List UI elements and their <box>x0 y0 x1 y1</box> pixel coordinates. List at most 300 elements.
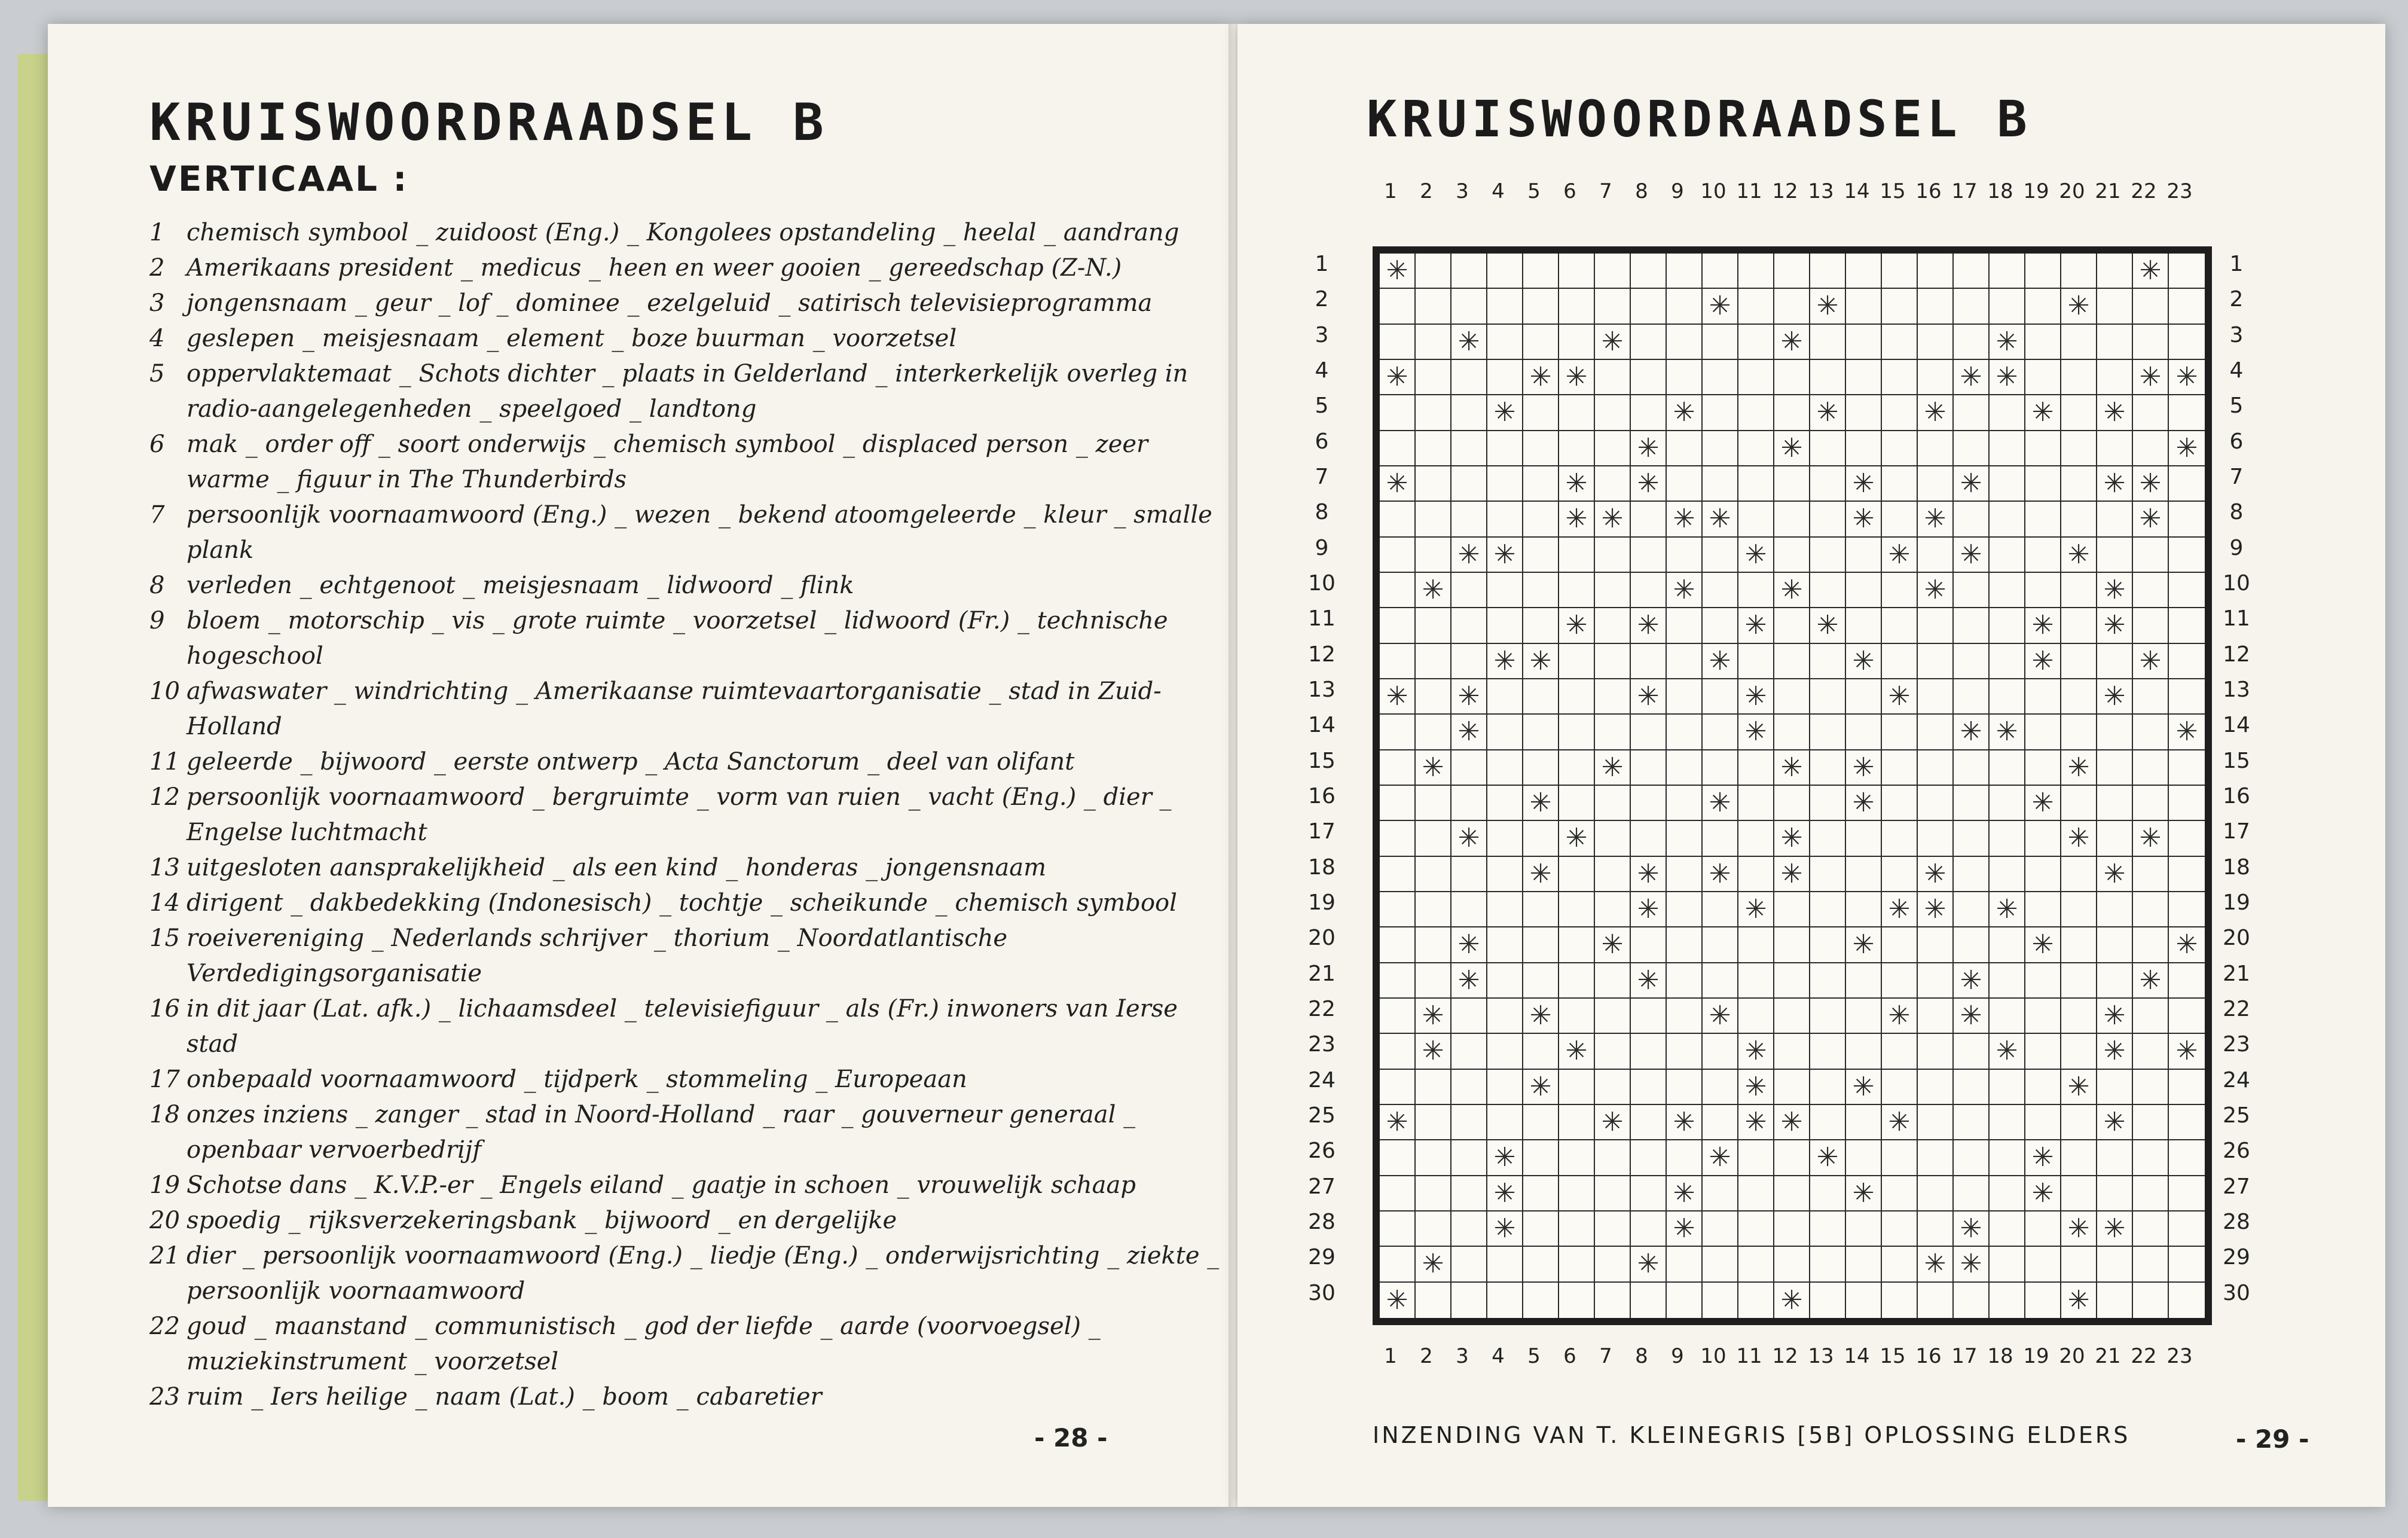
grid-cell <box>1846 821 1882 856</box>
section-heading: VERTICAAL : <box>149 158 409 199</box>
row-number: 4 <box>1315 358 1329 383</box>
grid-cell <box>1846 254 1882 289</box>
row-number: 2 <box>1315 287 1329 312</box>
row-number: 26 <box>1308 1139 1336 1164</box>
grid-cell <box>2097 1283 2133 1318</box>
black-cell <box>2061 1283 2097 1318</box>
column-number: 4 <box>1492 179 1505 203</box>
grid-cell <box>1380 927 1416 963</box>
clue-item <box>149 1203 1220 1238</box>
grid-cell <box>1846 892 1882 927</box>
black-cell <box>1774 573 1810 608</box>
grid-cell <box>1451 786 1487 821</box>
black-cell <box>1380 360 1416 395</box>
grid-cell <box>1703 254 1738 289</box>
grid-cell <box>1380 963 1416 999</box>
grid-cell <box>1667 254 1703 289</box>
black-cell <box>1954 999 1990 1034</box>
grid-cell <box>1451 573 1487 608</box>
grid-cell <box>1738 1140 1774 1176</box>
clue-number: 9 <box>149 607 165 634</box>
clue-text: roeivereniging _ Nederlands schrijver _ thorium _ Noordatlantische Verdedigingsorganisatie <box>187 924 1008 987</box>
column-number: 12 <box>1772 179 1798 203</box>
clue-text: dier _ persoonlijk voornaamwoord (Eng.) _ liedje (Eng.) _ onderwijsrichting _ ziekte _ persoonlijk voornaamwoord <box>187 1242 1220 1305</box>
grid-cell <box>1954 1140 1990 1176</box>
black-cell <box>1487 395 1523 431</box>
clue-number: 12 <box>149 783 180 811</box>
black-cell <box>1559 466 1595 502</box>
grid-cell <box>1703 927 1738 963</box>
grid-cell <box>1667 1283 1703 1318</box>
grid-cell <box>1523 1212 1559 1247</box>
black-cell <box>2025 786 2061 821</box>
grid-cell <box>1703 573 1738 608</box>
black-cell <box>1451 821 1487 856</box>
grid-cell <box>1631 927 1667 963</box>
black-cell <box>1523 1070 1559 1105</box>
grid-cell <box>1523 325 1559 360</box>
black-cell <box>1918 1247 1954 1282</box>
grid-cell <box>2061 1247 2097 1282</box>
grid-cell <box>1774 538 1810 573</box>
clue-item <box>149 356 1220 427</box>
grid-cell <box>1416 431 1451 466</box>
grid-cell <box>1380 573 1416 608</box>
row-number: 8 <box>2229 500 2244 525</box>
grid-cell <box>2169 254 2205 289</box>
grid-cell <box>1846 325 1882 360</box>
grid-cell <box>1559 892 1595 927</box>
grid-cell <box>1523 1283 1559 1318</box>
column-number: 15 <box>1880 1344 1906 1368</box>
grid-cell <box>1559 254 1595 289</box>
grid-cell <box>1487 715 1523 750</box>
black-cell <box>1416 750 1451 786</box>
grid-cell <box>1667 644 1703 679</box>
row-number: 20 <box>1308 926 1336 951</box>
grid-cell <box>1918 289 1954 324</box>
grid-cell <box>2097 431 2133 466</box>
grid-cell <box>1918 1105 1954 1140</box>
grid-cell <box>1523 1176 1559 1212</box>
row-numbers-right <box>2216 246 2257 1311</box>
grid-cell <box>2061 254 2097 289</box>
clue-number: 13 <box>149 854 180 881</box>
grid-cell <box>2133 679 2169 715</box>
grid-cell <box>1523 1140 1559 1176</box>
grid-cell <box>2025 1212 2061 1247</box>
black-cell <box>1954 466 1990 502</box>
black-cell <box>1667 1212 1703 1247</box>
grid-cell <box>1774 1247 1810 1282</box>
grid-cell <box>1487 573 1523 608</box>
row-number: 29 <box>1308 1245 1336 1270</box>
clue-text: spoedig _ rijksverzekeringsbank _ bijwoord _ en dergelijke <box>187 1207 897 1234</box>
grid-cell <box>2133 608 2169 643</box>
row-number: 17 <box>2223 819 2250 844</box>
row-number: 1 <box>2229 252 2244 277</box>
grid-cell <box>2097 927 2133 963</box>
clue-text: persoonlijk voornaamwoord _ bergruimte _ vorm van ruien _ vacht (Eng.) _ dier _ Engelse luchtmacht <box>187 783 1172 846</box>
column-number: 18 <box>1987 179 2013 203</box>
grid-cell <box>1559 999 1595 1034</box>
clue-text: chemisch symbool _ zuidoost (Eng.) _ Kongolees opstandeling _ heelal _ aandrang <box>187 219 1179 246</box>
clue-number: 2 <box>149 254 165 282</box>
grid-cell <box>1738 395 1774 431</box>
column-number: 4 <box>1492 1344 1505 1368</box>
grid-cell <box>1559 715 1595 750</box>
clue-item <box>149 321 1220 356</box>
grid-cell <box>2097 1140 2133 1176</box>
grid-cell <box>1667 538 1703 573</box>
grid-cell <box>2169 395 2205 431</box>
black-cell <box>1882 892 1918 927</box>
grid-cell <box>1990 679 2025 715</box>
grid-cell <box>2169 786 2205 821</box>
row-number: 15 <box>2223 748 2250 773</box>
black-cell <box>1595 1105 1631 1140</box>
black-cell <box>1595 502 1631 537</box>
grid-cell <box>2169 821 2205 856</box>
column-number: 21 <box>2095 179 2121 203</box>
grid-cell <box>1918 254 1954 289</box>
row-number: 14 <box>1308 713 1336 738</box>
grid-cell <box>1882 395 1918 431</box>
black-cell <box>1703 786 1738 821</box>
black-cell <box>1738 1105 1774 1140</box>
grid-cell <box>1918 1176 1954 1212</box>
left-page <box>48 24 1231 1507</box>
black-cell <box>1523 644 1559 679</box>
row-number: 20 <box>2223 926 2250 951</box>
grid-cell <box>1416 466 1451 502</box>
column-number: 5 <box>1527 179 1541 203</box>
grid-cell <box>1559 1247 1595 1282</box>
clue-item <box>149 286 1220 321</box>
black-cell <box>2169 431 2205 466</box>
column-number: 5 <box>1527 1344 1541 1368</box>
grid-cell <box>1631 1070 1667 1105</box>
clue-item <box>149 1168 1220 1203</box>
grid-cell <box>1416 821 1451 856</box>
black-cell <box>1487 1212 1523 1247</box>
grid-cell <box>2169 325 2205 360</box>
grid-cell <box>2061 431 2097 466</box>
grid-cell <box>1416 608 1451 643</box>
column-number: 9 <box>1671 179 1684 203</box>
grid-cell <box>2061 1105 2097 1140</box>
black-cell <box>1918 573 1954 608</box>
grid-cell <box>1416 892 1451 927</box>
grid-cell <box>1810 1070 1846 1105</box>
black-cell <box>1990 892 2025 927</box>
grid-cell <box>1416 360 1451 395</box>
clue-item <box>149 215 1220 251</box>
grid-cell <box>1703 608 1738 643</box>
grid-cell <box>1954 502 1990 537</box>
grid-cell <box>2133 750 2169 786</box>
grid-cell <box>2061 466 2097 502</box>
grid-cell <box>1846 1283 1882 1318</box>
black-cell <box>1451 538 1487 573</box>
grid-cell <box>2025 466 2061 502</box>
black-cell <box>1487 1176 1523 1212</box>
grid-cell <box>1918 466 1954 502</box>
grid-cell <box>1810 786 1846 821</box>
grid-cell <box>1846 608 1882 643</box>
row-number: 3 <box>1315 322 1329 347</box>
grid-cell <box>1738 1176 1774 1212</box>
grid-cell <box>2061 360 2097 395</box>
grid-cell <box>2025 538 2061 573</box>
grid-cell <box>1954 892 1990 927</box>
clue-item <box>149 1097 1220 1168</box>
column-number: 16 <box>1915 1344 1942 1368</box>
grid-cell <box>1918 1034 1954 1069</box>
clue-text: goud _ maanstand _ communistisch _ god der liefde _ aarde (voorvoegsel) _ muziekinstrument _ voorzetsel <box>187 1313 1101 1375</box>
grid-cell <box>2025 431 2061 466</box>
grid-cell <box>1774 999 1810 1034</box>
column-number: 6 <box>1563 1344 1576 1368</box>
grid-cell <box>1416 1105 1451 1140</box>
grid-cell <box>1882 1034 1918 1069</box>
row-number: 25 <box>1308 1103 1336 1128</box>
grid-cell <box>1846 679 1882 715</box>
grid-cell <box>1380 821 1416 856</box>
row-number: 24 <box>1308 1067 1336 1093</box>
grid-cell <box>1416 857 1451 892</box>
black-cell <box>1416 999 1451 1034</box>
clue-number: 6 <box>149 431 165 458</box>
row-number: 1 <box>1315 252 1329 277</box>
grid-cell <box>1559 1212 1595 1247</box>
clue-number: 20 <box>149 1207 180 1234</box>
grid-cell <box>2169 644 2205 679</box>
grid-cell <box>2169 963 2205 999</box>
black-cell <box>1774 750 1810 786</box>
column-number: 18 <box>1987 1344 2013 1368</box>
grid-cell <box>1738 1283 1774 1318</box>
grid-cell <box>1738 963 1774 999</box>
grid-cell <box>1487 289 1523 324</box>
page-title: KRUISWOORDRAADSEL B <box>149 93 829 152</box>
grid-cell <box>1810 963 1846 999</box>
black-cell <box>1738 715 1774 750</box>
grid-cell <box>1559 325 1595 360</box>
grid-cell <box>1667 431 1703 466</box>
column-number: 19 <box>2023 1344 2049 1368</box>
clue-text: ruim _ Iers heilige _ naam (Lat.) _ boom _ cabaretier <box>187 1383 822 1411</box>
black-cell <box>1990 715 2025 750</box>
row-number: 27 <box>1308 1174 1336 1199</box>
grid-cell <box>2097 1247 2133 1282</box>
grid-cell <box>1738 821 1774 856</box>
grid-cell <box>1523 927 1559 963</box>
clue-item <box>149 886 1220 921</box>
grid-cell <box>1451 1105 1487 1140</box>
grid-cell <box>1954 573 1990 608</box>
clue-text: persoonlijk voornaamwoord (Eng.) _ wezen _ bekend atoomgeleerde _ kleur _ smalle plank <box>187 501 1212 564</box>
column-number: 6 <box>1563 179 1576 203</box>
grid-cell <box>1559 786 1595 821</box>
grid-cell <box>1810 1176 1846 1212</box>
black-cell <box>2097 573 2133 608</box>
grid-cell <box>2061 502 2097 537</box>
grid-cell <box>1738 786 1774 821</box>
grid-cell <box>1846 715 1882 750</box>
clue-text: bloem _ motorschip _ vis _ grote ruimte _ voorzetsel _ lidwoord (Fr.) _ technische hogeschool <box>187 607 1168 670</box>
grid-cell <box>1846 1034 1882 1069</box>
grid-cell <box>1738 573 1774 608</box>
grid-cell <box>2061 644 2097 679</box>
grid-cell <box>1990 289 2025 324</box>
grid-cell <box>1738 360 1774 395</box>
grid-cell <box>1954 325 1990 360</box>
black-cell <box>2097 466 2133 502</box>
grid-cell <box>1451 395 1487 431</box>
black-cell <box>1774 1105 1810 1140</box>
grid-cell <box>1882 289 1918 324</box>
grid-cell <box>1595 608 1631 643</box>
grid-cell <box>2097 750 2133 786</box>
grid-cell <box>1667 963 1703 999</box>
grid-cell <box>1451 1283 1487 1318</box>
grid-cell <box>1487 325 1523 360</box>
grid-cell <box>1451 750 1487 786</box>
grid-cell <box>1595 1212 1631 1247</box>
grid-cell <box>1380 999 1416 1034</box>
clue-item <box>149 1380 1220 1415</box>
grid-cell <box>2097 1176 2133 1212</box>
row-number: 10 <box>2223 571 2250 596</box>
grid-cell <box>1595 1176 1631 1212</box>
grid-cell <box>1738 1247 1774 1282</box>
column-number: 20 <box>2059 1344 2085 1368</box>
grid-cell <box>1990 466 2025 502</box>
grid-cell <box>1882 608 1918 643</box>
grid-cell <box>1954 644 1990 679</box>
grid-cell <box>2169 502 2205 537</box>
grid-cell <box>1846 999 1882 1034</box>
grid-cell <box>1631 821 1667 856</box>
black-cell <box>1631 857 1667 892</box>
grid-cell <box>1595 1140 1631 1176</box>
black-cell <box>1882 999 1918 1034</box>
grid-cell <box>1416 538 1451 573</box>
grid-cell <box>1810 254 1846 289</box>
grid-cell <box>2133 1283 2169 1318</box>
row-number: 24 <box>2223 1067 2250 1093</box>
grid-cell <box>1810 750 1846 786</box>
clue-text: mak _ order off _ soort onderwijs _ chemisch symbool _ displaced person _ zeer warme _ figuur in The Thunderbirds <box>187 431 1148 493</box>
row-numbers-left <box>1301 246 1343 1311</box>
grid-cell <box>1703 325 1738 360</box>
grid-cell <box>1954 679 1990 715</box>
grid-cell <box>1774 395 1810 431</box>
black-cell <box>1380 466 1416 502</box>
clue-item <box>149 568 1220 603</box>
grid-cell <box>1882 821 1918 856</box>
grid-cell <box>1990 395 2025 431</box>
grid-cell <box>1451 1212 1487 1247</box>
grid-cell <box>1774 360 1810 395</box>
black-cell <box>1954 963 1990 999</box>
grid-cell <box>1846 395 1882 431</box>
grid-cell <box>2169 573 2205 608</box>
grid-cell <box>1882 1176 1918 1212</box>
grid-cell <box>1990 608 2025 643</box>
grid-cell <box>2025 963 2061 999</box>
grid-cell <box>2025 1070 2061 1105</box>
column-number: 17 <box>1951 1344 1978 1368</box>
grid-cell <box>1631 750 1667 786</box>
grid-cell <box>1523 1247 1559 1282</box>
grid-cell <box>1523 254 1559 289</box>
grid-cell <box>1810 360 1846 395</box>
grid-cell <box>1990 750 2025 786</box>
grid-cell <box>1810 1105 1846 1140</box>
grid-cell <box>1416 715 1451 750</box>
grid-cell <box>1738 927 1774 963</box>
column-number: 19 <box>2023 179 2049 203</box>
grid-cell <box>2169 538 2205 573</box>
grid-cell <box>1559 538 1595 573</box>
clue-number: 19 <box>149 1171 180 1199</box>
black-cell <box>1667 1176 1703 1212</box>
black-cell <box>2133 360 2169 395</box>
grid-cell <box>2025 1105 2061 1140</box>
grid-cell <box>1882 502 1918 537</box>
grid-cell <box>1738 857 1774 892</box>
black-cell <box>2133 644 2169 679</box>
grid-cell <box>1882 573 1918 608</box>
black-cell <box>1416 1247 1451 1282</box>
grid-cell <box>1810 821 1846 856</box>
black-cell <box>2061 1070 2097 1105</box>
grid-cell <box>1595 254 1631 289</box>
grid-cell <box>1954 1176 1990 1212</box>
grid-cell <box>1882 1212 1918 1247</box>
grid-cell <box>2133 1176 2169 1212</box>
column-number: 17 <box>1951 179 1978 203</box>
grid-cell <box>1631 1283 1667 1318</box>
grid-cell <box>2097 502 2133 537</box>
grid-cell <box>1380 750 1416 786</box>
grid-cell <box>1990 538 2025 573</box>
grid-cell <box>1774 715 1810 750</box>
black-cell <box>2025 1140 2061 1176</box>
grid-cell <box>1523 608 1559 643</box>
grid-cell <box>1774 963 1810 999</box>
grid-cell <box>1918 325 1954 360</box>
clue-item <box>149 498 1220 568</box>
grid-cell <box>2025 502 2061 537</box>
black-cell <box>1559 1034 1595 1069</box>
grid-cell <box>1703 715 1738 750</box>
grid-cell <box>2025 1283 2061 1318</box>
clue-text: jongensnaam _ geur _ lof _ dominee _ ezelgeluid _ satirisch televisieprogramma <box>187 289 1153 317</box>
grid-cell <box>1810 1283 1846 1318</box>
grid-cell <box>1990 1070 2025 1105</box>
grid-cell <box>2061 786 2097 821</box>
grid-cell <box>1738 999 1774 1034</box>
black-cell <box>2061 538 2097 573</box>
grid-cell <box>1954 786 1990 821</box>
grid-cell <box>2133 538 2169 573</box>
black-cell <box>1703 644 1738 679</box>
grid-cell <box>1667 1247 1703 1282</box>
grid-cell <box>1810 927 1846 963</box>
